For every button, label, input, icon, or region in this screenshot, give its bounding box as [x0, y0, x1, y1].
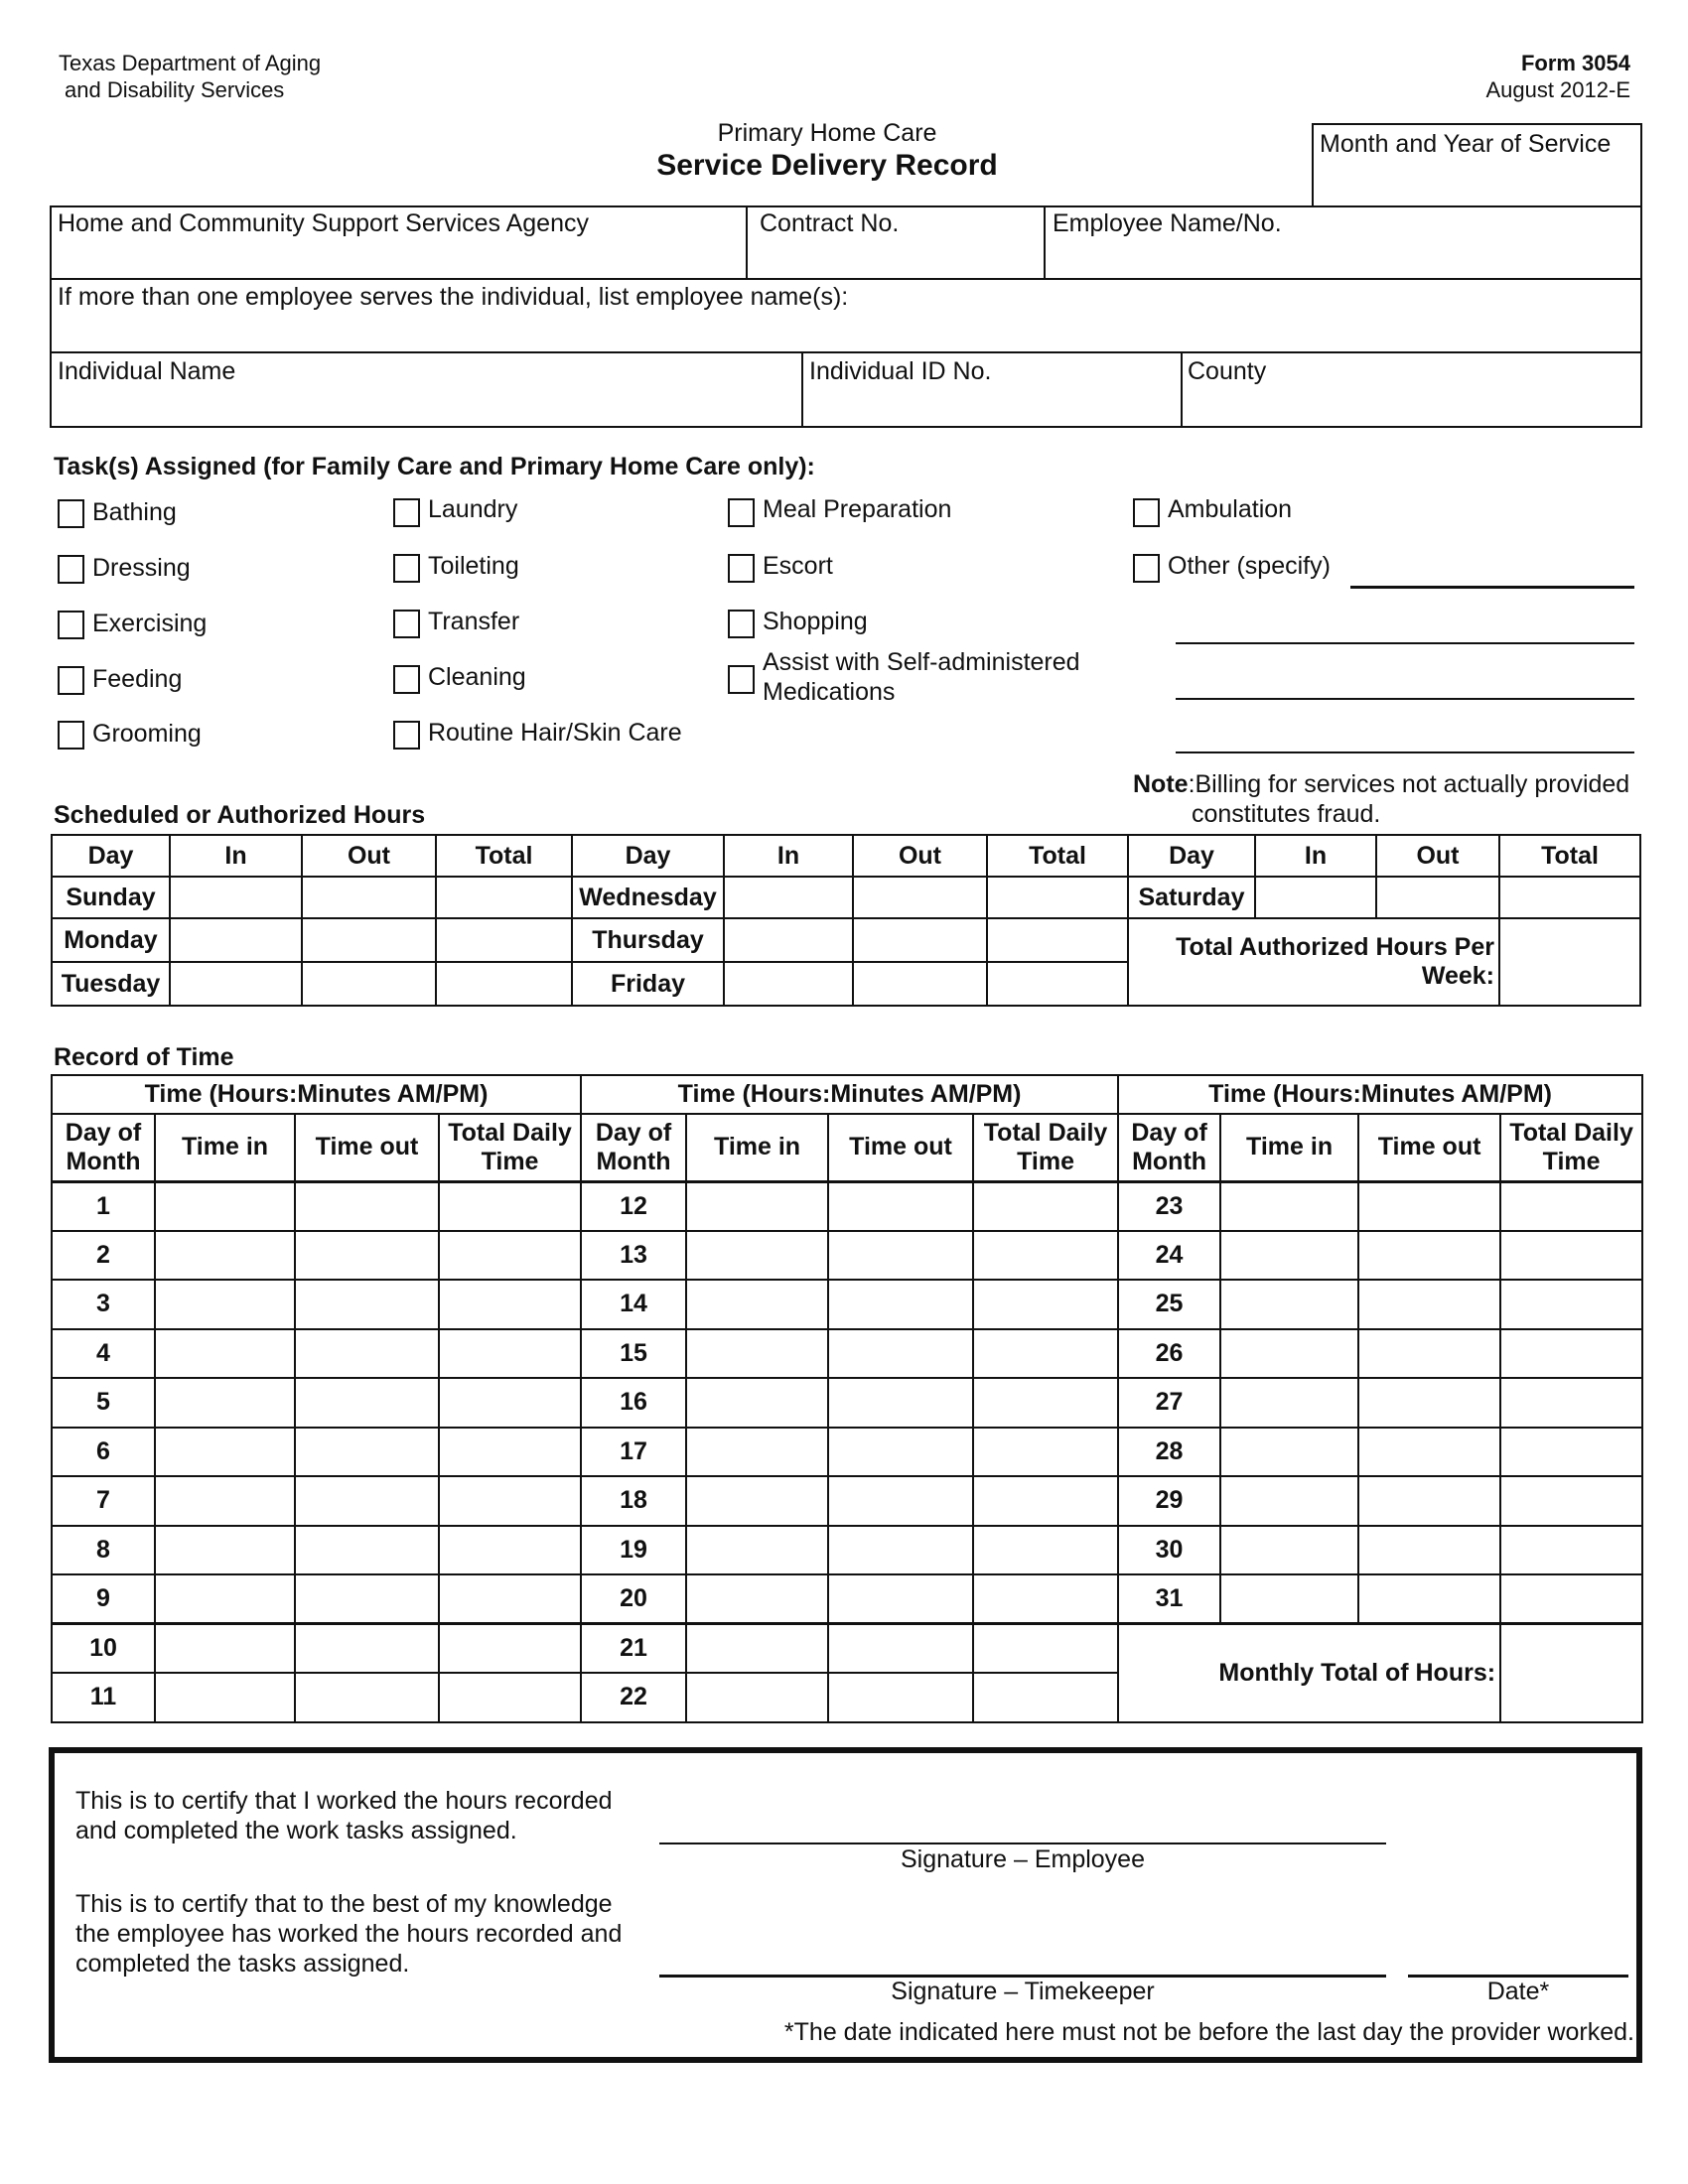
timekeeper-statement-line2: the employee has worked the hours recorded and — [75, 1920, 623, 1948]
day-of-month: 17 — [581, 1428, 686, 1477]
task-label: Shopping — [763, 608, 868, 635]
day-of-month: 26 — [1118, 1329, 1220, 1379]
col-header: In — [170, 835, 302, 877]
total-daily-time-cell[interactable] — [973, 1673, 1118, 1722]
fraud-note — [1133, 769, 1629, 799]
day-of-month: 8 — [52, 1526, 155, 1575]
col-header-time-in: Time in — [1220, 1114, 1358, 1181]
record-row — [52, 1428, 1642, 1477]
total-daily-time-cell[interactable] — [439, 1329, 581, 1379]
task-checkbox-assist-self-administered-medications[interactable] — [728, 665, 755, 694]
in-cell[interactable] — [724, 962, 853, 1006]
time-in-cell[interactable] — [155, 1476, 295, 1526]
time-in-cell[interactable] — [155, 1231, 295, 1281]
day-of-month: 15 — [581, 1329, 686, 1379]
other-specify-line[interactable] — [1176, 751, 1634, 753]
time-out-cell[interactable] — [1358, 1280, 1500, 1329]
time-in-cell[interactable] — [1220, 1428, 1358, 1477]
day-of-month: 16 — [581, 1378, 686, 1428]
other-specify-line[interactable] — [1350, 586, 1634, 589]
day-of-month: 24 — [1118, 1231, 1220, 1281]
time-in-cell[interactable] — [155, 1673, 295, 1722]
time-in-cell[interactable] — [1220, 1231, 1358, 1281]
task-checkbox-feeding[interactable] — [58, 666, 84, 695]
task-label: Assist with Self-administered — [763, 648, 1080, 676]
contract-field[interactable] — [748, 207, 1044, 278]
day-of-month: 14 — [581, 1280, 686, 1329]
total-daily-time-cell[interactable] — [973, 1231, 1118, 1281]
total-daily-time-cell[interactable] — [973, 1280, 1118, 1329]
task-checkbox-transfer[interactable] — [393, 610, 420, 638]
col-header: Day — [572, 835, 724, 877]
col-header-time-out: Time out — [828, 1114, 973, 1181]
record-column-header-row — [52, 1114, 1642, 1181]
form-title: Service Delivery Record — [656, 149, 998, 182]
task-label: Routine Hair/Skin Care — [428, 719, 682, 747]
total-daily-time-cell[interactable] — [439, 1476, 581, 1526]
agency-field[interactable] — [52, 207, 746, 278]
time-in-cell[interactable] — [686, 1673, 828, 1722]
task-label: Toileting — [428, 552, 519, 580]
day-of-month: 5 — [52, 1378, 155, 1428]
individual-name-field[interactable] — [52, 353, 801, 426]
task-label: Exercising — [92, 610, 208, 637]
individual-name-label: Individual Name — [58, 357, 236, 385]
task-checkbox-escort[interactable] — [728, 554, 755, 583]
task-checkbox-bathing[interactable] — [58, 499, 84, 528]
day-of-month: 10 — [52, 1624, 155, 1674]
in-cell[interactable] — [1255, 877, 1376, 918]
out-cell[interactable] — [302, 918, 436, 962]
note-label: Note — [1133, 770, 1189, 798]
total-daily-time-cell[interactable] — [1500, 1428, 1642, 1477]
total-authorized-label — [1128, 918, 1499, 1006]
total-daily-time-cell[interactable] — [439, 1526, 581, 1575]
col-header: Total — [1499, 835, 1640, 877]
task-label: Escort — [763, 552, 833, 580]
task-checkbox-toileting[interactable] — [393, 554, 420, 583]
time-in-cell[interactable] — [1220, 1329, 1358, 1379]
time-in-cell[interactable] — [686, 1476, 828, 1526]
time-out-cell[interactable] — [828, 1476, 973, 1526]
time-out-cell[interactable] — [1358, 1428, 1500, 1477]
task-checkbox-dressing[interactable] — [58, 555, 84, 584]
out-cell[interactable] — [1376, 877, 1499, 918]
time-in-cell[interactable] — [155, 1526, 295, 1575]
time-out-cell[interactable] — [1358, 1378, 1500, 1428]
record-of-time-table — [51, 1074, 1643, 1723]
task-label: Medications — [763, 678, 896, 706]
task-label: Cleaning — [428, 663, 526, 691]
task-checkbox-meal-preparation[interactable] — [728, 498, 755, 527]
task-label: Other (specify) — [1168, 552, 1331, 580]
time-in-cell[interactable] — [686, 1181, 828, 1231]
day-label: Monday — [52, 918, 170, 962]
in-cell[interactable] — [724, 918, 853, 962]
scheduled-hours-table — [51, 834, 1641, 1007]
time-out-cell[interactable] — [295, 1378, 439, 1428]
day-of-month: 13 — [581, 1231, 686, 1281]
col-header: Day — [1128, 835, 1255, 877]
time-in-cell[interactable] — [686, 1329, 828, 1379]
day-label: Friday — [572, 962, 724, 1006]
out-cell[interactable] — [302, 962, 436, 1006]
day-of-month: 23 — [1118, 1181, 1220, 1231]
employee-field[interactable] — [1046, 207, 1640, 278]
col-header-time-in: Time in — [686, 1114, 828, 1181]
monthly-total-field[interactable] — [1500, 1624, 1642, 1722]
month-year-field[interactable] — [1312, 123, 1642, 207]
time-out-cell[interactable] — [295, 1526, 439, 1575]
task-label: Laundry — [428, 495, 518, 523]
total-authorized-hours-field[interactable] — [1499, 918, 1640, 1006]
employee-statement-line2: and completed the work tasks assigned. — [75, 1817, 517, 1844]
individual-id-label: Individual ID No. — [809, 357, 992, 385]
record-title: Record of Time — [54, 1043, 234, 1071]
total-authorized-label-line2: Week: — [1421, 962, 1494, 990]
total-daily-time-cell[interactable] — [1500, 1231, 1642, 1281]
total-daily-time-cell[interactable] — [439, 1378, 581, 1428]
day-of-month: 19 — [581, 1526, 686, 1575]
time-out-cell[interactable] — [828, 1526, 973, 1575]
scheduled-header-row — [52, 835, 1640, 877]
timekeeper-statement-line1: This is to certify that to the best of my knowledge — [75, 1890, 613, 1918]
time-out-cell[interactable] — [828, 1329, 973, 1379]
day-of-month: 30 — [1118, 1526, 1220, 1575]
total-daily-time-cell[interactable] — [1500, 1280, 1642, 1329]
multi-employee-label: If more than one employee serves the individual, list employee name(s): — [58, 283, 849, 311]
form-subtitle: Primary Home Care — [717, 119, 937, 147]
task-checkbox-shopping[interactable] — [728, 610, 755, 638]
in-cell[interactable] — [724, 877, 853, 918]
total-daily-time-cell[interactable] — [973, 1329, 1118, 1379]
individual-id-field[interactable] — [803, 353, 1181, 426]
time-out-cell[interactable] — [295, 1673, 439, 1722]
date-label: Date* — [1486, 1978, 1550, 2005]
day-of-month: 9 — [52, 1574, 155, 1624]
total-daily-time-cell[interactable] — [1500, 1526, 1642, 1575]
total-daily-time-cell[interactable] — [439, 1673, 581, 1722]
total-cell[interactable] — [436, 962, 572, 1006]
other-specify-line[interactable] — [1176, 642, 1634, 644]
time-out-cell[interactable] — [828, 1574, 973, 1624]
task-checkbox-other[interactable] — [1133, 554, 1160, 583]
time-out-cell[interactable] — [828, 1280, 973, 1329]
record-row — [52, 1574, 1642, 1624]
total-daily-time-cell[interactable] — [973, 1574, 1118, 1624]
timekeeper-signature-label: Signature – Timekeeper — [891, 1978, 1155, 2005]
employee-statement-line1: This is to certify that I worked the hours recorded — [75, 1787, 613, 1815]
time-in-cell[interactable] — [155, 1329, 295, 1379]
total-cell[interactable] — [987, 877, 1128, 918]
time-in-cell[interactable] — [686, 1526, 828, 1575]
time-out-cell[interactable] — [828, 1624, 973, 1674]
day-label: Saturday — [1128, 877, 1255, 918]
note-text: :Billing for services not actually provided — [1188, 770, 1630, 798]
total-daily-time-cell[interactable] — [439, 1280, 581, 1329]
task-checkbox-ambulation[interactable] — [1133, 498, 1160, 527]
in-cell[interactable] — [170, 918, 302, 962]
total-daily-time-cell[interactable] — [1500, 1181, 1642, 1231]
col-header: Out — [853, 835, 987, 877]
total-daily-time-cell[interactable] — [973, 1624, 1118, 1674]
form-revision: August 2012-E — [1485, 77, 1630, 102]
employee-signature-label: Signature – Employee — [901, 1845, 1145, 1873]
day-label: Tuesday — [52, 962, 170, 1006]
day-label: Thursday — [572, 918, 724, 962]
date-footnote: *The date indicated here must not be before the last day the provider worked. — [783, 2018, 1634, 2046]
total-cell[interactable] — [987, 918, 1128, 962]
out-cell[interactable] — [853, 962, 987, 1006]
time-out-cell[interactable] — [295, 1624, 439, 1674]
time-in-cell[interactable] — [1220, 1181, 1358, 1231]
task-label: Transfer — [428, 608, 520, 635]
other-specify-line[interactable] — [1176, 698, 1634, 700]
day-of-month: 22 — [581, 1673, 686, 1722]
day-of-month: 28 — [1118, 1428, 1220, 1477]
time-in-cell[interactable] — [686, 1231, 828, 1281]
day-of-month: 27 — [1118, 1378, 1220, 1428]
group-header: Time (Hours:Minutes AM/PM) — [1118, 1075, 1642, 1114]
day-of-month: 29 — [1118, 1476, 1220, 1526]
task-checkbox-grooming[interactable] — [58, 721, 84, 750]
day-of-month: 20 — [581, 1574, 686, 1624]
task-checkbox-laundry[interactable] — [393, 498, 420, 527]
col-header: Out — [302, 835, 436, 877]
time-in-cell[interactable] — [1220, 1280, 1358, 1329]
fraud-note-line2: constitutes fraud. — [1192, 800, 1381, 828]
time-in-cell[interactable] — [1220, 1526, 1358, 1575]
county-field[interactable] — [1183, 353, 1640, 426]
total-daily-time-cell[interactable] — [973, 1476, 1118, 1526]
time-in-cell[interactable] — [155, 1624, 295, 1674]
day-of-month: 7 — [52, 1476, 155, 1526]
total-authorized-label-line1: Total Authorized Hours Per — [1176, 933, 1494, 961]
time-out-cell[interactable] — [295, 1329, 439, 1379]
col-header: Total — [987, 835, 1128, 877]
agency-name-line2: and Disability Services — [65, 77, 285, 102]
col-header-day: Day of Month — [52, 1114, 155, 1181]
contract-label: Contract No. — [760, 209, 900, 237]
record-group-header-row — [52, 1075, 1642, 1114]
task-label: Ambulation — [1168, 495, 1293, 523]
time-out-cell[interactable] — [295, 1428, 439, 1477]
tasks-title: Task(s) Assigned (for Family Care and Primary Home Care only): — [54, 453, 815, 480]
col-header-time-out: Time out — [1358, 1114, 1500, 1181]
in-cell[interactable] — [170, 962, 302, 1006]
record-row — [52, 1476, 1642, 1526]
day-of-month: 2 — [52, 1231, 155, 1281]
col-header-total: Total Daily Time — [973, 1114, 1118, 1181]
time-in-cell[interactable] — [686, 1428, 828, 1477]
day-of-month: 25 — [1118, 1280, 1220, 1329]
time-out-cell[interactable] — [295, 1231, 439, 1281]
time-in-cell[interactable] — [1220, 1574, 1358, 1624]
day-label: Sunday — [52, 877, 170, 918]
record-row — [52, 1624, 1642, 1674]
scheduled-title: Scheduled or Authorized Hours — [54, 801, 426, 829]
time-out-cell[interactable] — [828, 1428, 973, 1477]
time-out-cell[interactable] — [295, 1280, 439, 1329]
total-cell[interactable] — [436, 877, 572, 918]
time-in-cell[interactable] — [686, 1574, 828, 1624]
time-out-cell[interactable] — [295, 1476, 439, 1526]
total-daily-time-cell[interactable] — [439, 1231, 581, 1281]
time-out-cell[interactable] — [1358, 1574, 1500, 1624]
agency-label: Home and Community Support Services Agency — [58, 209, 589, 237]
col-header: Total — [436, 835, 572, 877]
record-row — [52, 1329, 1642, 1379]
month-year-label: Month and Year of Service — [1320, 130, 1612, 158]
total-daily-time-cell[interactable] — [1500, 1329, 1642, 1379]
out-cell[interactable] — [853, 877, 987, 918]
total-cell[interactable] — [1499, 877, 1640, 918]
time-out-cell[interactable] — [1358, 1526, 1500, 1575]
day-of-month: 21 — [581, 1624, 686, 1674]
county-label: County — [1188, 357, 1267, 385]
total-daily-time-cell[interactable] — [439, 1428, 581, 1477]
task-label: Dressing — [92, 554, 191, 582]
total-daily-time-cell[interactable] — [439, 1574, 581, 1624]
time-in-cell[interactable] — [155, 1280, 295, 1329]
col-header: Day — [52, 835, 170, 877]
time-in-cell[interactable] — [155, 1378, 295, 1428]
time-in-cell[interactable] — [1220, 1476, 1358, 1526]
total-daily-time-cell[interactable] — [439, 1181, 581, 1231]
time-in-cell[interactable] — [1220, 1378, 1358, 1428]
total-cell[interactable] — [987, 962, 1128, 1006]
day-of-month: 3 — [52, 1280, 155, 1329]
task-label: Meal Preparation — [763, 495, 952, 523]
day-of-month: 6 — [52, 1428, 155, 1477]
day-of-month: 18 — [581, 1476, 686, 1526]
total-daily-time-cell[interactable] — [973, 1526, 1118, 1575]
agency-name-line1: Texas Department of Aging — [59, 51, 322, 75]
time-in-cell[interactable] — [686, 1280, 828, 1329]
time-out-cell[interactable] — [1358, 1231, 1500, 1281]
col-header-total: Total Daily Time — [1500, 1114, 1642, 1181]
time-out-cell[interactable] — [295, 1181, 439, 1231]
time-out-cell[interactable] — [1358, 1181, 1500, 1231]
multi-employee-field[interactable] — [52, 280, 1640, 351]
in-cell[interactable] — [170, 877, 302, 918]
total-daily-time-cell[interactable] — [973, 1378, 1118, 1428]
record-row — [52, 1181, 1642, 1231]
col-header: In — [724, 835, 853, 877]
employee-label: Employee Name/No. — [1053, 209, 1282, 237]
time-in-cell[interactable] — [686, 1624, 828, 1674]
task-label: Grooming — [92, 720, 202, 748]
time-in-cell[interactable] — [155, 1181, 295, 1231]
time-out-cell[interactable] — [828, 1378, 973, 1428]
task-checkbox-exercising[interactable] — [58, 611, 84, 639]
col-header-day: Day of Month — [581, 1114, 686, 1181]
total-daily-time-cell[interactable] — [973, 1181, 1118, 1231]
time-in-cell[interactable] — [155, 1574, 295, 1624]
scheduled-row — [52, 877, 1640, 918]
out-cell[interactable] — [853, 918, 987, 962]
col-header-day: Day of Month — [1118, 1114, 1220, 1181]
time-out-cell[interactable] — [1358, 1329, 1500, 1379]
time-out-cell[interactable] — [828, 1181, 973, 1231]
record-row — [52, 1280, 1642, 1329]
group-header: Time (Hours:Minutes AM/PM) — [581, 1075, 1118, 1114]
day-of-month: 31 — [1118, 1574, 1220, 1624]
total-daily-time-cell[interactable] — [1500, 1476, 1642, 1526]
col-header-time-in: Time in — [155, 1114, 295, 1181]
col-header-total: Total Daily Time — [439, 1114, 581, 1181]
time-out-cell[interactable] — [828, 1231, 973, 1281]
task-checkbox-routine-hair-skin-care[interactable] — [393, 721, 420, 750]
scheduled-row — [52, 918, 1640, 962]
task-label: Feeding — [92, 665, 183, 693]
record-row — [52, 1378, 1642, 1428]
time-in-cell[interactable] — [155, 1428, 295, 1477]
total-daily-time-cell[interactable] — [1500, 1574, 1642, 1624]
record-row — [52, 1231, 1642, 1281]
total-daily-time-cell[interactable] — [973, 1428, 1118, 1477]
day-label: Wednesday — [572, 877, 724, 918]
total-daily-time-cell[interactable] — [1500, 1378, 1642, 1428]
total-cell[interactable] — [436, 918, 572, 962]
day-of-month: 1 — [52, 1181, 155, 1231]
time-out-cell[interactable] — [295, 1574, 439, 1624]
record-row — [52, 1526, 1642, 1575]
day-of-month: 12 — [581, 1181, 686, 1231]
col-header: Out — [1376, 835, 1499, 877]
col-header-time-out: Time out — [295, 1114, 439, 1181]
timekeeper-statement-line3: completed the tasks assigned. — [75, 1950, 410, 1978]
time-in-cell[interactable] — [686, 1378, 828, 1428]
day-of-month: 4 — [52, 1329, 155, 1379]
out-cell[interactable] — [302, 877, 436, 918]
time-out-cell[interactable] — [828, 1673, 973, 1722]
col-header: In — [1255, 835, 1376, 877]
task-label: Bathing — [92, 498, 177, 526]
group-header: Time (Hours:Minutes AM/PM) — [52, 1075, 581, 1114]
time-out-cell[interactable] — [1358, 1476, 1500, 1526]
total-daily-time-cell[interactable] — [439, 1624, 581, 1674]
day-of-month: 11 — [52, 1673, 155, 1722]
task-checkbox-cleaning[interactable] — [393, 665, 420, 694]
monthly-total-label: Monthly Total of Hours: — [1118, 1624, 1500, 1722]
form-number: Form 3054 — [1520, 51, 1630, 75]
